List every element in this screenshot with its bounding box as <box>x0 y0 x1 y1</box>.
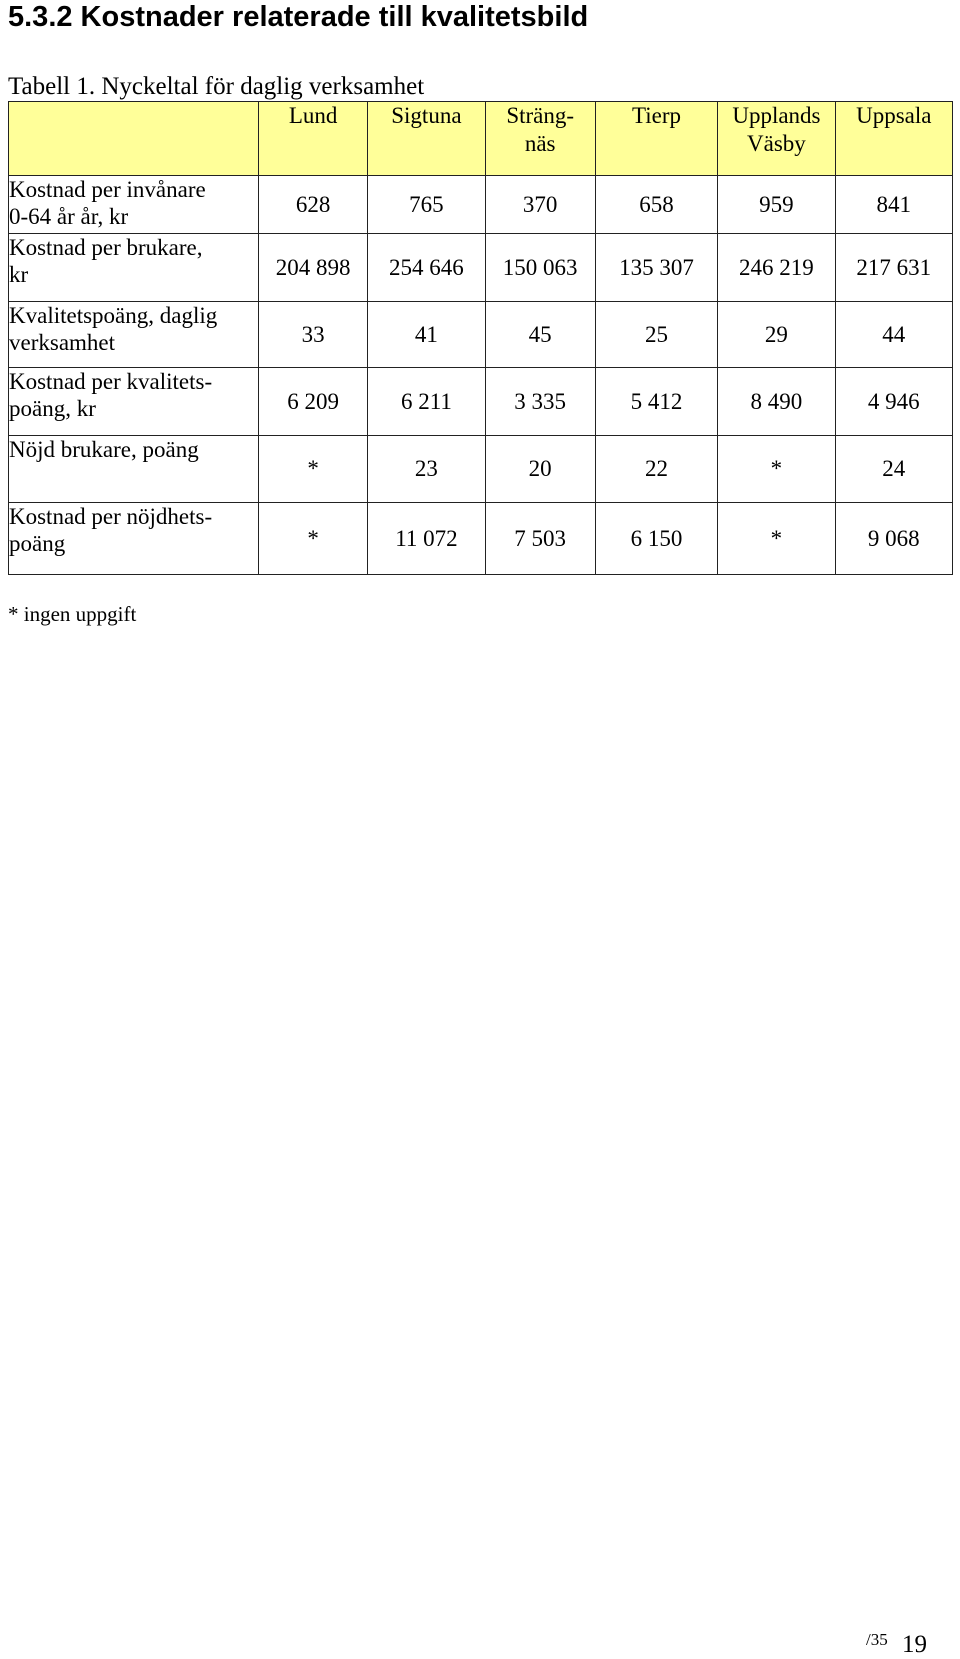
table-cell: 150 063 <box>485 234 595 302</box>
row-label: Kostnad per kvalitets- poäng, kr <box>9 368 259 436</box>
page-number: 19 <box>902 1631 927 1658</box>
table-row <box>9 176 953 234</box>
row-label: Nöjd brukare, poäng <box>9 436 259 503</box>
table-cell: * <box>718 436 835 503</box>
table-cell: 24 <box>835 436 952 503</box>
table-cell: 44 <box>835 302 952 368</box>
section-heading: 5.3.2 Kostnader relaterade till kvalitetsbild <box>8 1 589 33</box>
table-cell: 959 <box>718 176 835 234</box>
table-cell: 217 631 <box>835 234 952 302</box>
table-cell: 6 211 <box>368 368 485 436</box>
column-header: Sträng- näs <box>485 102 595 176</box>
column-header: Tierp <box>595 102 717 176</box>
table-caption: Tabell 1. Nyckeltal för daglig verksamhet <box>8 73 425 100</box>
row-label: Kostnad per nöjdhets- poäng <box>9 503 259 575</box>
table-row <box>9 302 953 368</box>
table-cell: 23 <box>368 436 485 503</box>
table-cell: 5 412 <box>595 368 717 436</box>
table-cell: 628 <box>259 176 368 234</box>
table-cell: 254 646 <box>368 234 485 302</box>
table-cell: 8 490 <box>718 368 835 436</box>
table-cell: 765 <box>368 176 485 234</box>
row-label: Kostnad per invånare 0-64 år år, kr <box>9 176 259 234</box>
table-cell: 6 209 <box>259 368 368 436</box>
table-cell: 370 <box>485 176 595 234</box>
table-row <box>9 368 953 436</box>
table-cell: 45 <box>485 302 595 368</box>
table-row <box>9 234 953 302</box>
table-cell: 841 <box>835 176 952 234</box>
header-corner-cell <box>9 102 259 176</box>
column-header: Upplands Väsby <box>718 102 835 176</box>
page-total: /35 <box>866 1630 888 1649</box>
footnote: * ingen uppgift <box>8 602 137 626</box>
table-header-row <box>9 102 953 176</box>
row-label: Kvalitetspoäng, daglig verksamhet <box>9 302 259 368</box>
table-cell: 41 <box>368 302 485 368</box>
table-cell: 135 307 <box>595 234 717 302</box>
column-header: Uppsala <box>835 102 952 176</box>
table-cell: 22 <box>595 436 717 503</box>
table-cell: 6 150 <box>595 503 717 575</box>
table-cell: * <box>259 436 368 503</box>
table-cell: 33 <box>259 302 368 368</box>
table-cell: * <box>718 503 835 575</box>
table-cell: 4 946 <box>835 368 952 436</box>
table-cell: 11 072 <box>368 503 485 575</box>
table-cell: 246 219 <box>718 234 835 302</box>
row-label: Kostnad per brukare, kr <box>9 234 259 302</box>
table-cell: 658 <box>595 176 717 234</box>
column-header: Sigtuna <box>368 102 485 176</box>
table-row <box>9 436 953 503</box>
key-figures-table <box>8 101 953 575</box>
table-cell: 9 068 <box>835 503 952 575</box>
table-cell: 204 898 <box>259 234 368 302</box>
table-cell: * <box>259 503 368 575</box>
table-cell: 25 <box>595 302 717 368</box>
table-cell: 29 <box>718 302 835 368</box>
table-cell: 7 503 <box>485 503 595 575</box>
column-header: Lund <box>259 102 368 176</box>
table-cell: 20 <box>485 436 595 503</box>
table-cell: 3 335 <box>485 368 595 436</box>
table-row <box>9 503 953 575</box>
